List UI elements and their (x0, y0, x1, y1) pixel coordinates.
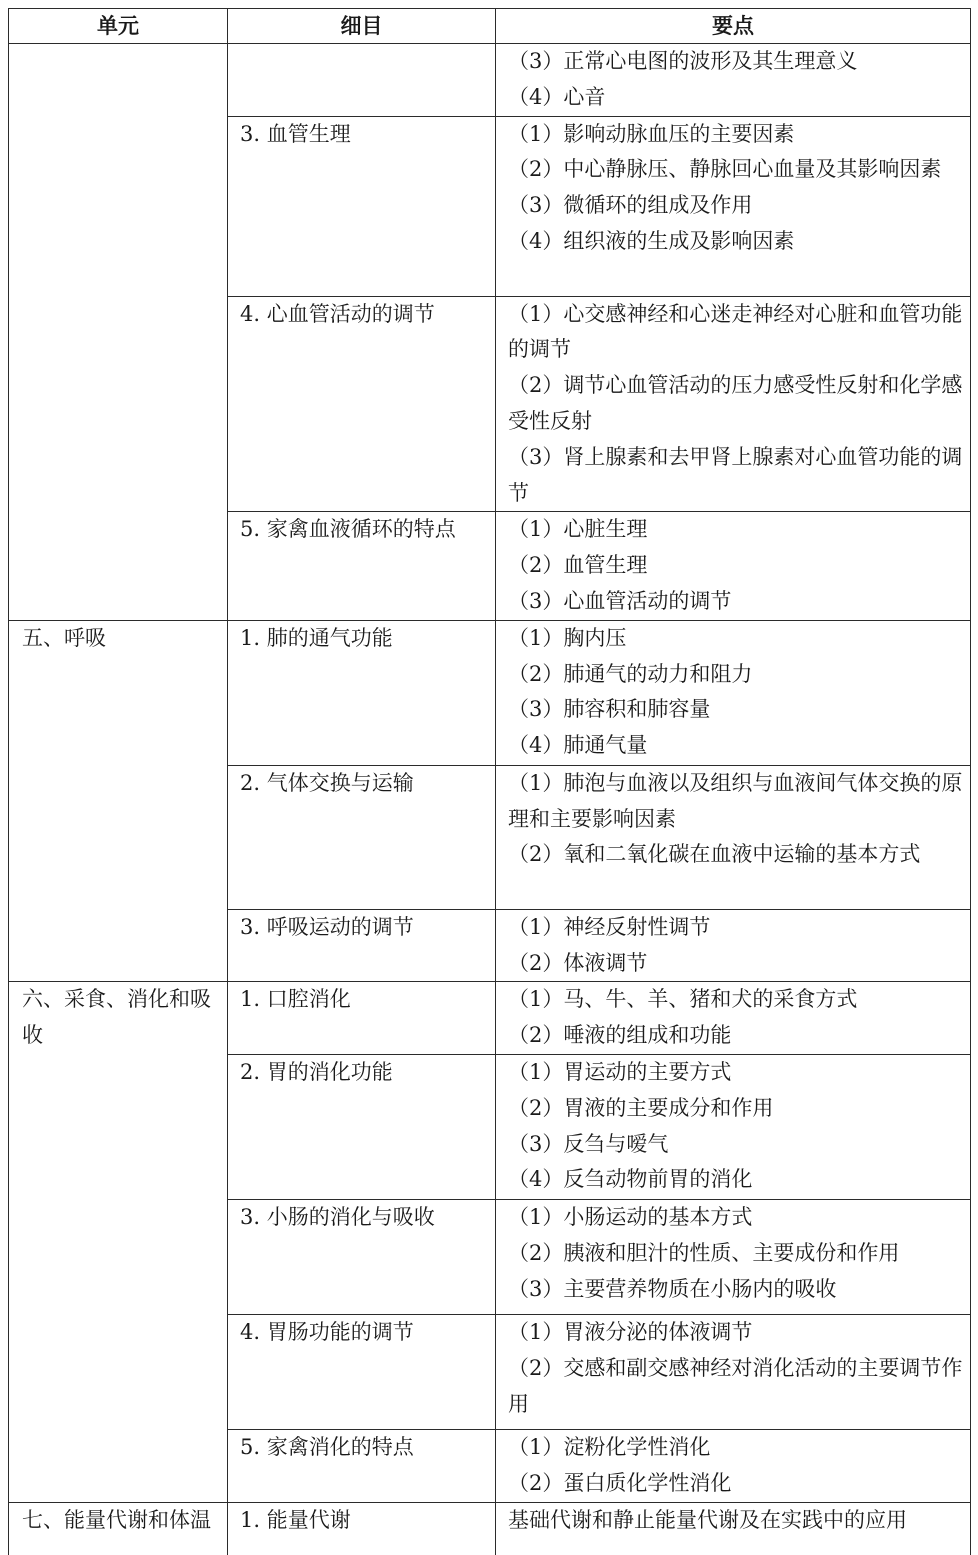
item-cell: 3. 小肠的消化与吸收 (228, 1199, 496, 1314)
point-text: （4）心音 (508, 84, 606, 109)
point-text: （1）胃液分泌的体液调节 (508, 1319, 753, 1344)
point-text: （3）肺容积和肺容量 (508, 697, 711, 722)
point-text: 基础代谢和静止能量代谢及在实践中的应用 (508, 1507, 907, 1532)
item-cell: 1. 肺的通气功能 (228, 620, 496, 765)
item-cell: 4. 胃肠功能的调节 (228, 1314, 496, 1429)
point-text: （2）肺通气的动力和阻力 (508, 661, 753, 686)
point-text: （1）马、牛、羊、猪和犬的采食方式 (508, 987, 858, 1012)
table-row (9, 44, 971, 117)
table-row (9, 620, 971, 765)
item-cell: 2. 气体交换与运输 (228, 765, 496, 909)
point-text: （2）胰液和胆汁的性质、主要成份和作用 (508, 1240, 900, 1265)
points-cell (496, 116, 971, 296)
unit-cell: 五、呼吸 (9, 620, 228, 982)
header-item: 细目 (228, 9, 496, 44)
point-text: （2）胃液的主要成分和作用 (508, 1095, 774, 1120)
point-text: （1）淀粉化学性消化 (508, 1434, 711, 1459)
point-text: （1）肺泡与血液以及组织与血液间气体交换的原理和主要影响因素 (508, 770, 963, 831)
point-text: （2）氧和二氧化碳在血液中运输的基本方式 (508, 842, 921, 867)
point-text: （4）肺通气量 (508, 733, 648, 758)
points-cell (496, 909, 971, 982)
item-cell: 2. 胃的消化功能 (228, 1054, 496, 1199)
point-text: （1）胃运动的主要方式 (508, 1059, 732, 1084)
item-cell: 1. 能量代谢 (228, 1502, 496, 1555)
point-text: （3）微循环的组成及作用 (508, 193, 753, 218)
point-text: （3）肾上腺素和去甲肾上腺素对心血管功能的调节 (508, 444, 963, 505)
point-text: （2）交感和副交感神经对消化活动的主要调节作用 (508, 1355, 963, 1416)
point-text: （4）反刍动物前胃的消化 (508, 1167, 753, 1192)
header-points: 要点 (496, 9, 971, 44)
point-text: （1）影响动脉血压的主要因素 (508, 121, 795, 146)
point-text: （2）体液调节 (508, 950, 648, 975)
points-cell (496, 1502, 971, 1555)
point-text: （2）中心静脉压、静脉回心血量及其影响因素 (508, 157, 942, 182)
item-cell: 3. 呼吸运动的调节 (228, 909, 496, 982)
item-cell: 4. 心血管活动的调节 (228, 296, 496, 512)
table-header-row (9, 9, 971, 44)
table-row (9, 1502, 971, 1555)
points-cell (496, 1199, 971, 1314)
point-text: （3）主要营养物质在小肠内的吸收 (508, 1276, 837, 1301)
point-text: （3）正常心电图的波形及其生理意义 (508, 49, 858, 73)
item-cell (228, 44, 496, 117)
point-text: （3）心血管活动的调节 (508, 588, 732, 613)
unit-cell (9, 44, 228, 621)
points-cell (496, 765, 971, 909)
point-text: （1）心交感神经和心迷走神经对心脏和血管功能的调节 (508, 301, 963, 362)
point-text: （2）调节心血管活动的压力感受性反射和化学感受性反射 (508, 373, 963, 433)
point-text: （1）神经反射性调节 (508, 914, 711, 939)
points-cell (496, 982, 971, 1055)
item-cell: 5. 家禽消化的特点 (228, 1429, 496, 1502)
points-cell (496, 296, 971, 512)
item-cell: 3. 血管生理 (228, 116, 496, 296)
point-text: （2）蛋白质化学性消化 (508, 1470, 732, 1495)
point-text: （2）唾液的组成和功能 (508, 1023, 732, 1048)
point-text: （4）组织液的生成及影响因素 (508, 228, 795, 253)
table-row (9, 982, 971, 1055)
points-cell (496, 512, 971, 620)
unit-cell: 六、采食、消化和吸收 (9, 982, 228, 1502)
item-cell: 5. 家禽血液循环的特点 (228, 512, 496, 620)
points-cell (496, 620, 971, 765)
points-cell (496, 44, 971, 117)
points-cell (496, 1314, 971, 1429)
point-text: （2）血管生理 (508, 553, 648, 578)
syllabus-table (8, 8, 971, 1555)
item-cell: 1. 口腔消化 (228, 982, 496, 1055)
points-cell (496, 1429, 971, 1502)
point-text: （1）胸内压 (508, 625, 627, 650)
header-unit: 单元 (9, 9, 228, 44)
point-text: （3）反刍与嗳气 (508, 1131, 669, 1156)
unit-cell: 七、能量代谢和体温 (9, 1502, 228, 1555)
point-text: （1）心脏生理 (508, 517, 648, 542)
point-text: （1）小肠运动的基本方式 (508, 1204, 753, 1229)
points-cell (496, 1054, 971, 1199)
